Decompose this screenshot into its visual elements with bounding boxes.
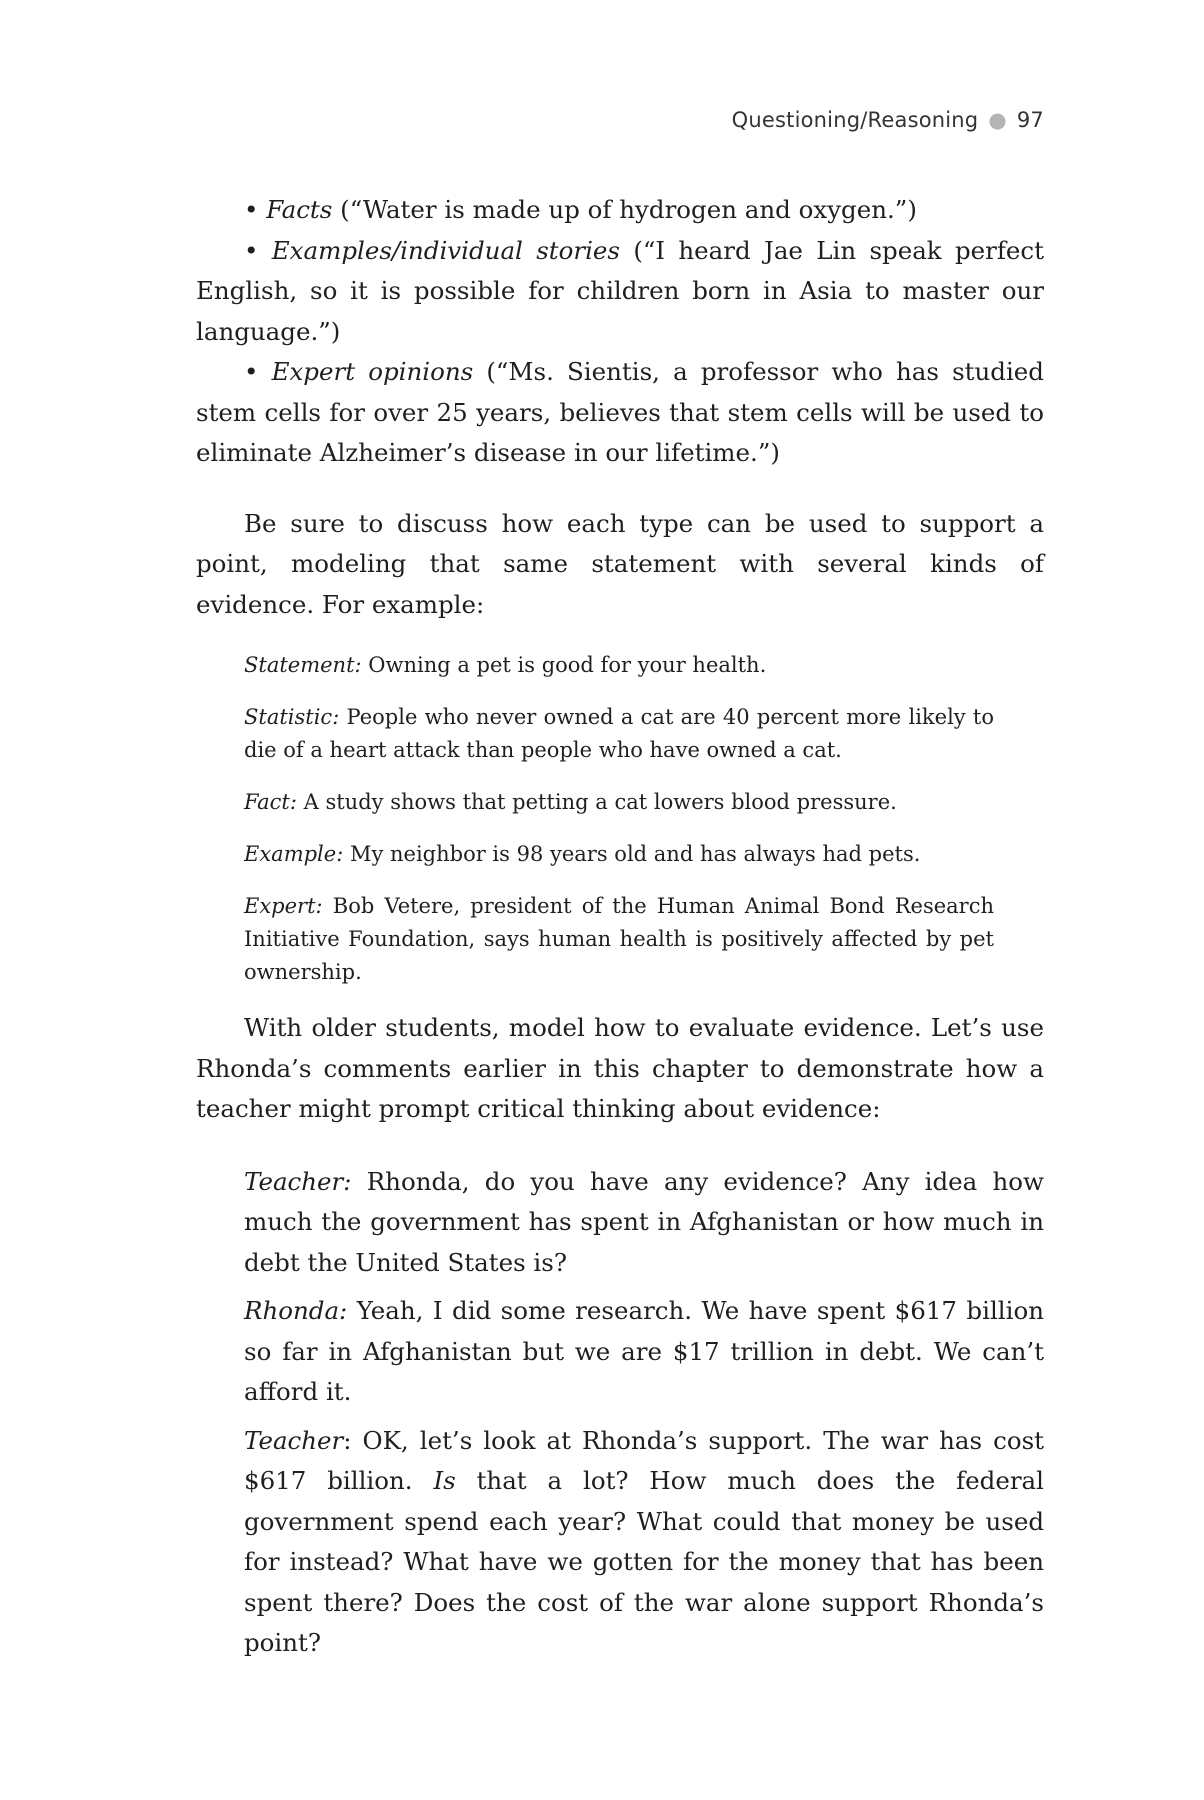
bullet-text: (“Water is made up of hydrogen and oxygen.”) — [332, 195, 917, 224]
bullet-icon: • — [244, 235, 272, 265]
bullet-term: Facts — [266, 195, 333, 224]
bullet-term: Expert opinions — [271, 357, 474, 386]
dialogue-text: that a lot? How much does the federal government spend each year? What could that money be used for instead? What have we gotten for the money that has been spent there? Does the cost of the war alone support Rhonda’s point? — [244, 1466, 1044, 1657]
example-statement — [244, 649, 994, 682]
speaker-label: Rhonda: — [244, 1296, 348, 1325]
example-text: My neighbor is 98 years old and has always had pets. — [343, 842, 921, 866]
example-list — [244, 649, 994, 989]
body-text — [196, 190, 1044, 1672]
dialogue-line-teacher — [244, 1421, 1044, 1664]
example-text: Owning a pet is good for your health. — [361, 653, 767, 677]
example-fact — [244, 786, 994, 819]
running-header — [196, 108, 1044, 132]
bullet-icon: • — [244, 357, 272, 386]
example-text: People who never owned a cat are 40 percent more likely to die of a heart attack than people who have owned a cat. — [244, 705, 994, 762]
dialogue-text: OK, let’s look at Rhonda’s support. The war has cost $617 billion. — [244, 1425, 1044, 1495]
dialogue-text: Rhonda, do you have any evidence? Any idea how much the government has spent in Afghanistan or how much in debt the United States is? — [244, 1166, 1044, 1277]
page-number: 97 — [1016, 108, 1044, 132]
example-label: Statement: — [244, 653, 362, 677]
dialogue-text: Yeah, I did some research. We have spent $617 billion so far in Afghanistan but we are $17 trillion in debt. We can’t afford it. — [244, 1296, 1044, 1406]
dialogue-line-teacher — [244, 1162, 1044, 1284]
example-label: Expert: — [244, 894, 323, 918]
older-students-paragraph: With older students, model how to evaluate evidence. Let’s use Rhonda’s comments earlier in this chapter to demonstrate how a teacher might prompt critical thinking about evidence: — [196, 1013, 1044, 1123]
example-label: Fact: — [244, 790, 297, 814]
bullet-separator-icon: ● — [988, 108, 1007, 132]
bullet-icon: • — [244, 195, 267, 224]
running-title: Questioning/Reasoning — [731, 108, 979, 132]
bullet-item — [196, 352, 1044, 474]
example-expert — [244, 890, 994, 989]
example-text: Bob Vetere, president of the Human Animal Bond Research Initiative Foundation, says human health is positively affected by pet ownership. — [244, 894, 994, 984]
emphasis: Is — [433, 1466, 456, 1495]
speaker-colon: : — [343, 1425, 352, 1455]
intro-paragraph: Be sure to discuss how each type can be used to support a point, modeling that same statement with several kinds of evidence. For example: — [196, 508, 1044, 619]
speaker-label: Teacher — [244, 1425, 344, 1455]
bullet-item — [196, 231, 1044, 353]
bullet-item — [196, 190, 1044, 231]
bullet-term: Examples/individual stories — [271, 235, 620, 265]
example-statistic — [244, 701, 994, 767]
example-label: Example: — [244, 842, 344, 866]
example-text: A study shows that petting a cat lowers blood pressure. — [296, 790, 897, 814]
bullet-text: (“Ms. Sientis, a professor who has studied stem cells for over 25 years, believes that stem cells will be used to eliminate Alzheimer’s disease in our lifetime.”) — [196, 357, 1044, 467]
speaker-label: Teacher: — [244, 1166, 352, 1196]
example-label: Statistic: — [244, 705, 340, 729]
dialogue-line-rhonda — [244, 1291, 1044, 1413]
dialogue — [244, 1162, 1044, 1664]
example-example — [244, 838, 994, 871]
bullet-text: (“I heard Jae Lin speak perfect English, so it is possible for children born in Asia to master our language.”) — [196, 235, 1044, 346]
